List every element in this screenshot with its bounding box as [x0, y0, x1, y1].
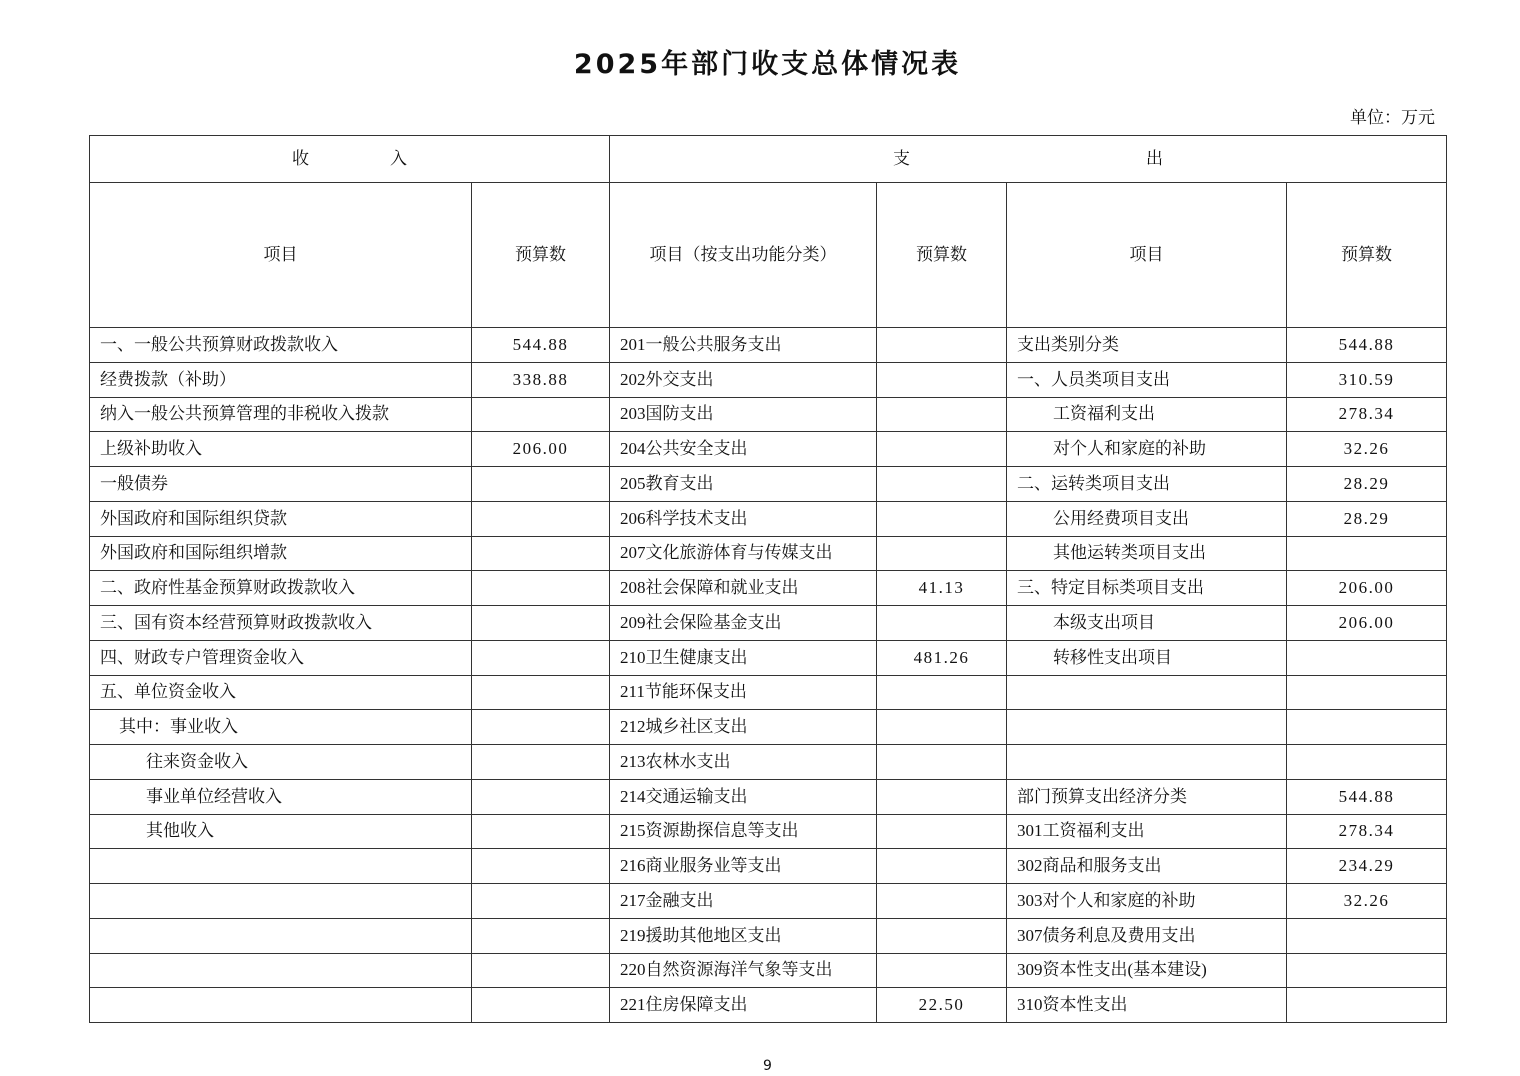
function-budget-cell: [877, 710, 1007, 745]
unit-label: 单位：万元: [1350, 108, 1435, 127]
function-budget-cell: [877, 467, 1007, 502]
function-budget-cell: [877, 953, 1007, 988]
function-budget-cell: [877, 501, 1007, 536]
income-budget-cell: [472, 397, 610, 432]
table-row: [90, 536, 1447, 571]
table-row: [90, 432, 1447, 467]
income-budget-header: 预算数: [472, 183, 610, 328]
table-row: [90, 988, 1447, 1023]
category-budget-cell: 28.29: [1287, 501, 1447, 536]
category-item-cell: [1007, 675, 1287, 710]
page-title: 2025年部门收支总体情况表: [573, 49, 962, 80]
category-item-header: 项目: [1007, 183, 1287, 328]
table-row: [90, 397, 1447, 432]
income-item-cell: 其中：事业收入: [90, 710, 472, 745]
income-budget-cell: [472, 988, 610, 1023]
income-item-cell: 纳入一般公共预算管理的非税收入拨款: [90, 397, 472, 432]
income-budget-cell: [472, 745, 610, 780]
header-row-columns: [90, 183, 1447, 328]
category-item-cell: 307债务利息及费用支出: [1007, 918, 1287, 953]
table-row: [90, 779, 1447, 814]
category-budget-cell: 278.34: [1287, 397, 1447, 432]
income-item-cell: 外国政府和国际组织增款: [90, 536, 472, 571]
function-budget-cell: [877, 849, 1007, 884]
table-row: [90, 675, 1447, 710]
income-item-cell: 外国政府和国际组织贷款: [90, 501, 472, 536]
function-item-cell: 220自然资源海洋气象等支出: [610, 953, 877, 988]
function-item-cell: 201一般公共服务支出: [610, 328, 877, 363]
function-item-cell: 202外交支出: [610, 362, 877, 397]
table-row: [90, 606, 1447, 641]
function-item-cell: 219援助其他地区支出: [610, 918, 877, 953]
function-item-cell: 211节能环保支出: [610, 675, 877, 710]
income-budget-cell: 338.88: [472, 362, 610, 397]
table-row: [90, 814, 1447, 849]
category-item-cell: 三、特定目标类项目支出: [1007, 571, 1287, 606]
category-item-cell: 部门预算支出经济分类: [1007, 779, 1287, 814]
income-budget-cell: [472, 675, 610, 710]
income-group-header: 收入: [90, 136, 610, 183]
function-budget-cell: [877, 918, 1007, 953]
category-item-cell: 一、人员类项目支出: [1007, 362, 1287, 397]
income-item-cell: 上级补助收入: [90, 432, 472, 467]
income-item-cell: [90, 918, 472, 953]
income-budget-cell: [472, 849, 610, 884]
income-budget-cell: [472, 779, 610, 814]
category-item-cell: 309资本性支出(基本建设): [1007, 953, 1287, 988]
category-budget-cell: 28.29: [1287, 467, 1447, 502]
category-item-cell: [1007, 745, 1287, 780]
function-budget-cell: [877, 362, 1007, 397]
income-budget-cell: [472, 571, 610, 606]
category-item-cell: 对个人和家庭的补助: [1007, 432, 1287, 467]
income-budget-cell: [472, 640, 610, 675]
table-row: [90, 328, 1447, 363]
category-item-cell: 工资福利支出: [1007, 397, 1287, 432]
function-item-cell: 210卫生健康支出: [610, 640, 877, 675]
category-budget-cell: [1287, 953, 1447, 988]
category-item-cell: 本级支出项目: [1007, 606, 1287, 641]
income-item-cell: 三、国有资本经营预算财政拨款收入: [90, 606, 472, 641]
income-item-header: 项目: [90, 183, 472, 328]
income-item-cell: 一、一般公共预算财政拨款收入: [90, 328, 472, 363]
function-item-cell: 207文化旅游体育与传媒支出: [610, 536, 877, 571]
table-row: [90, 849, 1447, 884]
function-budget-cell: [877, 675, 1007, 710]
income-budget-cell: 206.00: [472, 432, 610, 467]
function-item-cell: 217金融支出: [610, 884, 877, 919]
function-budget-cell: [877, 884, 1007, 919]
category-budget-cell: [1287, 918, 1447, 953]
function-item-cell: 208社会保障和就业支出: [610, 571, 877, 606]
category-item-cell: 支出类别分类: [1007, 328, 1287, 363]
function-item-cell: 205教育支出: [610, 467, 877, 502]
income-item-cell: 其他收入: [90, 814, 472, 849]
category-budget-cell: 278.34: [1287, 814, 1447, 849]
function-item-cell: 216商业服务业等支出: [610, 849, 877, 884]
category-item-cell: [1007, 710, 1287, 745]
function-budget-cell: [877, 745, 1007, 780]
table-row: [90, 467, 1447, 502]
income-item-cell: 五、单位资金收入: [90, 675, 472, 710]
income-budget-cell: 544.88: [472, 328, 610, 363]
income-item-cell: [90, 953, 472, 988]
function-item-cell: 214交通运输支出: [610, 779, 877, 814]
category-budget-cell: [1287, 745, 1447, 780]
function-budget-header: 预算数: [877, 183, 1007, 328]
category-budget-cell: [1287, 710, 1447, 745]
function-budget-cell: [877, 779, 1007, 814]
category-budget-cell: [1287, 640, 1447, 675]
income-budget-cell: [472, 884, 610, 919]
category-budget-cell: [1287, 988, 1447, 1023]
category-budget-cell: [1287, 675, 1447, 710]
header-row-group: [90, 136, 1447, 183]
category-budget-cell: 206.00: [1287, 571, 1447, 606]
category-budget-cell: 310.59: [1287, 362, 1447, 397]
function-budget-cell: 41.13: [877, 571, 1007, 606]
category-budget-cell: 544.88: [1287, 328, 1447, 363]
table-row: [90, 884, 1447, 919]
page-number: 9: [763, 1058, 772, 1074]
income-budget-cell: [472, 953, 610, 988]
function-item-cell: 209社会保险基金支出: [610, 606, 877, 641]
table-row: [90, 362, 1447, 397]
category-item-cell: 公用经费项目支出: [1007, 501, 1287, 536]
category-item-cell: 301工资福利支出: [1007, 814, 1287, 849]
income-item-cell: 事业单位经营收入: [90, 779, 472, 814]
income-item-cell: 二、政府性基金预算财政拨款收入: [90, 571, 472, 606]
category-item-cell: 二、运转类项目支出: [1007, 467, 1287, 502]
function-item-cell: 221住房保障支出: [610, 988, 877, 1023]
function-item-cell: 204公共安全支出: [610, 432, 877, 467]
category-budget-cell: 32.26: [1287, 432, 1447, 467]
function-item-cell: 206科学技术支出: [610, 501, 877, 536]
function-item-cell: 212城乡社区支出: [610, 710, 877, 745]
category-budget-header: 预算数: [1287, 183, 1447, 328]
table-row: [90, 571, 1447, 606]
category-budget-cell: 544.88: [1287, 779, 1447, 814]
income-item-cell: [90, 849, 472, 884]
function-budget-cell: [877, 606, 1007, 641]
table-row: [90, 710, 1447, 745]
category-budget-cell: [1287, 536, 1447, 571]
function-item-cell: 203国防支出: [610, 397, 877, 432]
category-budget-cell: 234.29: [1287, 849, 1447, 884]
income-budget-cell: [472, 710, 610, 745]
category-item-cell: 其他运转类项目支出: [1007, 536, 1287, 571]
category-budget-cell: 206.00: [1287, 606, 1447, 641]
budget-table: [89, 135, 1447, 1023]
income-item-cell: [90, 988, 472, 1023]
income-item-cell: 四、财政专户管理资金收入: [90, 640, 472, 675]
income-budget-cell: [472, 606, 610, 641]
function-budget-cell: 22.50: [877, 988, 1007, 1023]
table-row: [90, 501, 1447, 536]
income-item-cell: 一般债券: [90, 467, 472, 502]
income-budget-cell: [472, 814, 610, 849]
income-item-cell: 往来资金收入: [90, 745, 472, 780]
expense-group-header: 支出: [610, 136, 1447, 183]
income-budget-cell: [472, 918, 610, 953]
income-item-cell: [90, 884, 472, 919]
income-budget-cell: [472, 467, 610, 502]
function-budget-cell: [877, 397, 1007, 432]
function-item-cell: 215资源勘探信息等支出: [610, 814, 877, 849]
function-budget-cell: [877, 432, 1007, 467]
category-item-cell: 303对个人和家庭的补助: [1007, 884, 1287, 919]
function-budget-cell: 481.26: [877, 640, 1007, 675]
category-budget-cell: 32.26: [1287, 884, 1447, 919]
category-item-cell: 310资本性支出: [1007, 988, 1287, 1023]
income-budget-cell: [472, 501, 610, 536]
category-item-cell: 302商品和服务支出: [1007, 849, 1287, 884]
income-budget-cell: [472, 536, 610, 571]
function-item-header: 项目（按支出功能分类）: [610, 183, 877, 328]
function-item-cell: 213农林水支出: [610, 745, 877, 780]
function-budget-cell: [877, 328, 1007, 363]
table-row: [90, 745, 1447, 780]
table-row: [90, 918, 1447, 953]
function-budget-cell: [877, 536, 1007, 571]
table-row: [90, 953, 1447, 988]
table-row: [90, 640, 1447, 675]
function-budget-cell: [877, 814, 1007, 849]
income-item-cell: 经费拨款（补助）: [90, 362, 472, 397]
category-item-cell: 转移性支出项目: [1007, 640, 1287, 675]
